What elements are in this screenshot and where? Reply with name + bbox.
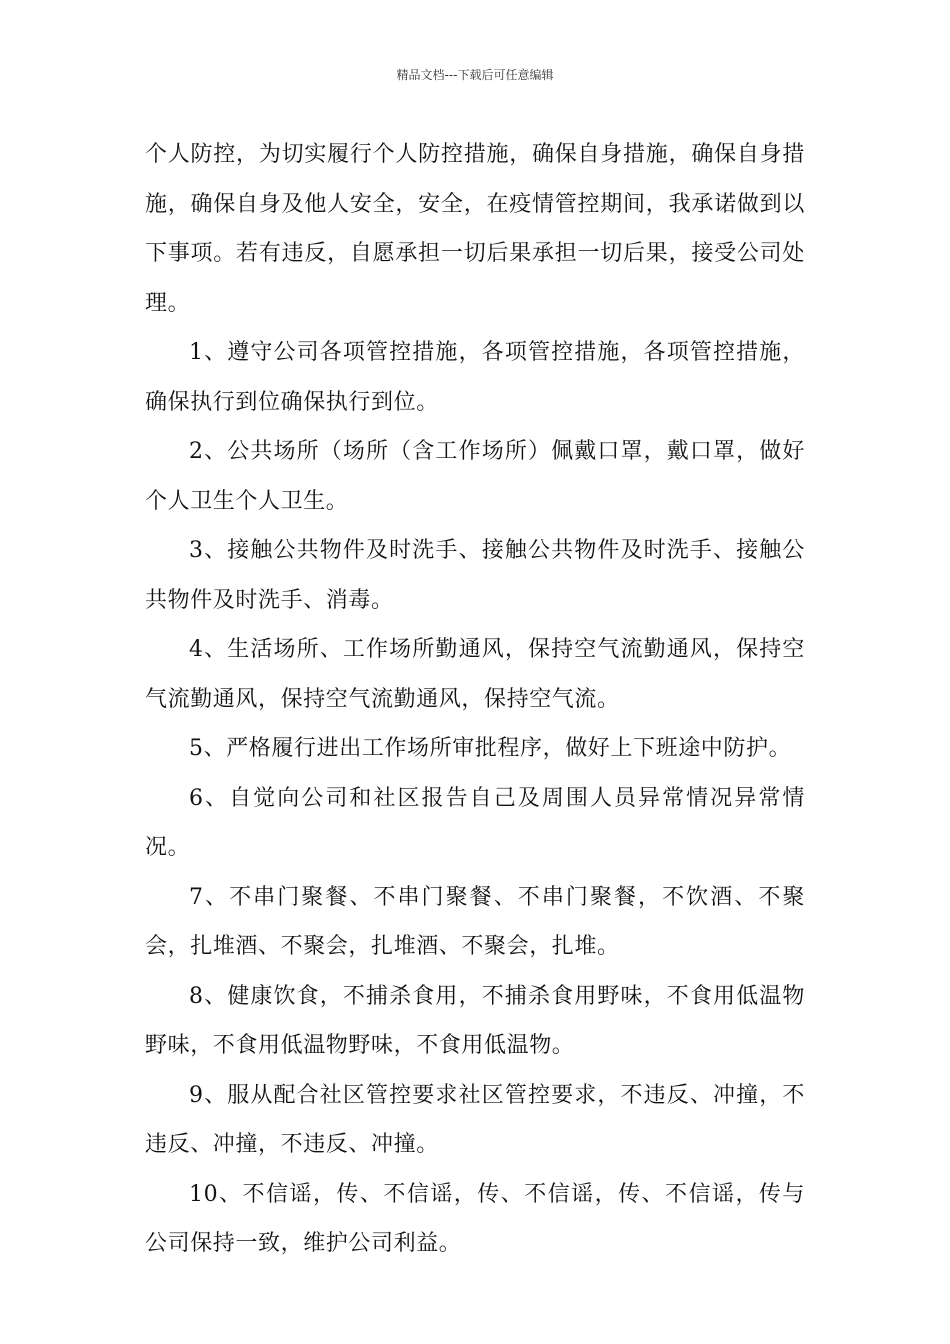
item-paragraph-3: 3、接触公共物件及时洗手、接触公共物件及时洗手、接触公共物件及时洗手、消毒。 <box>145 538 805 613</box>
item-paragraph-7: 7、不串门聚餐、不串门聚餐、不串门聚餐，不饮酒、不聚会，扎堆酒、不聚会，扎堆酒、不聚会，扎堆。 <box>145 884 805 959</box>
document-body <box>145 130 805 1269</box>
item-paragraph-2: 2、公共场所（场所（含工作场所）佩戴口罩，戴口罩，做好个人卫生个人卫生。 <box>145 439 805 514</box>
item-paragraph-8: 8、健康饮食，不捕杀食用，不捕杀食用野味，不食用低温物野味，不食用低温物野味，不食用低温物。 <box>145 983 805 1058</box>
item-paragraph-1: 1、遵守公司各项管控措施，各项管控措施，各项管控措施，确保执行到位确保执行到位。 <box>145 340 805 415</box>
item-paragraph-9: 9、服从配合社区管控要求社区管控要求，不违反、冲撞，不违反、冲撞，不违反、冲撞。 <box>145 1082 805 1157</box>
item-paragraph-6: 6、自觉向公司和社区报告自己及周围人员异常情况异常情况。 <box>145 785 805 860</box>
item-paragraph-4: 4、生活场所、工作场所勤通风，保持空气流勤通风，保持空气流勤通风，保持空气流勤通风，保持空气流。 <box>145 637 805 712</box>
page-header: 精品文档---下载后可任意编辑 <box>396 68 554 82</box>
intro-paragraph: 个人防控，为切实履行个人防控措施，确保自身措施，确保自身措施，确保自身及他人安全，安全，在疫情管控期间，我承诺做到以下事项。若有违反，自愿承担一切后果承担一切后果，接受公司处理。 <box>145 142 805 316</box>
item-paragraph-10: 10、不信谣，传、不信谣，传、不信谣，传、不信谣，传与公司保持一致，维护公司利益。 <box>145 1181 805 1256</box>
item-paragraph-5: 5、严格履行进出工作场所审批程序，做好上下班途中防护。 <box>189 736 792 761</box>
